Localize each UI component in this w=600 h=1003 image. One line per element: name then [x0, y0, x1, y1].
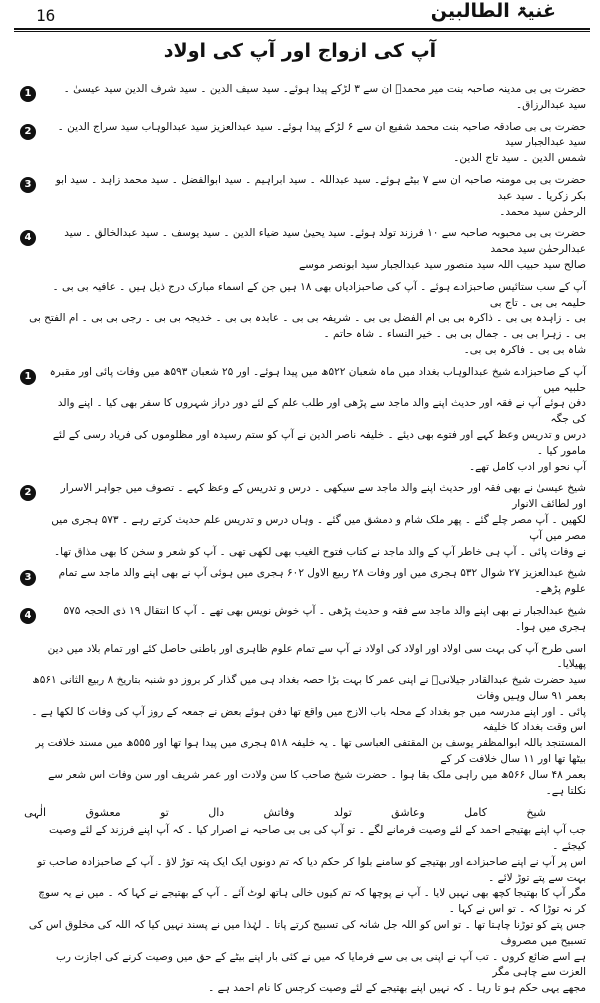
wife-entry-text: حضرت بی بی محبوبہ صاحبہ سے ۱۰ فرزند تولد ہوئے۔ سید یحییٰ سید ضیاء الدین ۔ سید یوسف ۔ سید عبدالخالق ۔ سید عبدالرحمٰن سید محمد [64, 227, 586, 256]
header-rule-thin [14, 31, 590, 32]
closing-paragraph [14, 642, 586, 800]
son-entry-text: درس و تدریس وعظ کہے اور فتوے بھی دیئے ۔ خلیفہ ناصر الدین نے آپ کو ستم رسیدہ اور مظلوموں کی فریاد رسی کے لئے مامور کیا ۔ [52, 428, 586, 457]
verse-word: تولد [333, 806, 352, 820]
paragraph-line: اسی طرح آپ کی بہت سی اولاد اور اولاد کی اولاد نے آپ سے تمام علوم ظاہری اور باطنی حاصل کئے اور تمام بلاد میں دین پھیلایا۔ [47, 642, 586, 671]
son-entry-text: شیخ عبدالجبار نے بھی اپنے والد ماجد سے فقہ و حدیث پڑھی ۔ آپ خوش نویس بھی تھے ۔ آپ کا انتقال ۱۹ ذی الحجہ ۵۷۵ ہجری میں ہوا۔ [63, 604, 586, 633]
book-title: غنیۃ الطالبین [430, 0, 556, 22]
paragraph-line: بی ۔ زاہدہ بی بی ۔ ذاکرہ بی بی ام الفضل بی بی ۔ شریفہ بی بی ۔ عابدہ بی بی ۔ خدیجہ بی بی ۔ رجی بی بی ۔ ام الفتح بی بی ۔ زہرا بی بی ۔ جمال بی بی ۔ خیر النساء ۔ شاہ حاتم ۔ [29, 312, 586, 341]
item-number-badge: 4 [20, 608, 36, 624]
verse-word: وعاشق [391, 806, 425, 820]
son-entry-text: آپ کے صاحبزادے شیخ عبدالوہاب بغداد میں ماہ شعبان ۵۲۲ھ میں پیدا ہوئے۔ اور ۲۵ شعبان ۵۹۳ھ میں وفات پائی اور مقبرہ حلبیہ میں [49, 365, 586, 394]
son-entry-text: لکھیں ۔ آپ مصر چلے گئے ۔ پھر ملک شام و دمشق میں گئے ۔ وہاں درس و تدریس علم حدیث کرتے رہے ۔ ۵۷۳ ہجری میں مصر میں آپ [51, 513, 586, 542]
son-entry-4 [14, 604, 586, 636]
son-entry-text: شیخ عیسیٰ نے بھی فقہ اور حدیث اپنے والد ماجد سے سیکھی ۔ درس و تدریس کے وعظ کہے ۔ تصوف میں جواہر الاسرار اور لطائف الانوار [60, 482, 586, 511]
verse-word: کامل [464, 806, 487, 820]
item-number-badge: 2 [20, 485, 36, 501]
paragraph-line: پائی ۔ اور اپنے مدرسہ میں جو بغداد کے محلہ باب الازج میں واقع تھا دفن ہوئے بعض نے جمعہ کے روز آپ کی وفات کا لکھا ہے ۔ اس وقت بغداد کا خلیفہ [31, 705, 586, 734]
verse-word: الٰہی [24, 806, 47, 820]
paragraph-line: سید حضرت شیخ عبدالقادر جیلانیؒ نے اپنی عمر کا بہت بڑا حصہ بغداد ہی میں گذار کر بروز دو شنبہ بتاریخ ۸ ربیع الثانی ۵۶۱ھ بعمر ۹۱ سال وہیں وفات [32, 674, 586, 702]
paragraph-line: مگر آپ کا بھتیجا کچھ بھی نہیں لایا ۔ آپ نے پوچھا کہ تم کیوں خالی ہاتھ لوٹ آئے ۔ آپ کے بھتیجے نے کہا کہ ۔ میں نے یہ سوچ کر نہ توڑا کہ ۔ تو اس نے کہا ۔ [38, 887, 586, 916]
son-entry-3 [14, 566, 586, 598]
page-number: 16 [36, 6, 56, 25]
item-number-badge: 3 [20, 177, 36, 193]
verse-word: وفاتش [263, 806, 295, 820]
chapter-title: آپ کی ازواج اور آپ کی اولاد [163, 40, 437, 62]
wife-entry-1 [14, 82, 586, 114]
daughters-paragraph [14, 280, 586, 359]
son-entry-text: دفن ہوئے آپ نے فقہ اور حدیث اپنے والد ماجد سے پڑھی اور طلب علم کے لئے دور دراز شہروں کا سفر بھی کیا ۔ اپنے والد کی جگہ [57, 397, 586, 426]
verse-line [14, 805, 586, 821]
paragraph-line: المستنجد باللہ ابوالمظفر یوسف بن المقتفی العباسی تھا ۔ یہ خلیفہ ۵۱۸ ہجری میں پیدا ہوا تھا اور ۵۵۵ھ میں مسند خلافت پر بیٹھا تھا اور ۱۱ سال خلافت کر کے [35, 737, 586, 766]
wife-entry-2 [14, 120, 586, 167]
item-number-badge: 3 [20, 570, 36, 586]
paragraph-line: مجھے یہی حکم ہو تا رہا ۔ کہ نہیں اپنے بھتیجے کے لئے وصیت کرجس کا نام احمد ہے ۔ [208, 982, 586, 995]
verse-word: دال [208, 806, 225, 820]
item-number-badge: 1 [20, 369, 36, 385]
paragraph-line: جب آپ اپنے بھتیجے احمد کے لئے وصیت فرمانے لگے ۔ تو آپ کی بی بی صاحبہ نے اصرار کیا ۔ کہ آپ اپنے فرزند کے لئے وصیت کیجئے ۔ [49, 824, 586, 853]
son-entry-text: نے وفات پائی ۔ آپ ہی خاطر آپ کے والد ماجد نے کتاب فتوح الغیب بھی لکھی تھی ۔ آپ کو شعر و سخن کا بھی مذاق تھا۔ [53, 545, 586, 558]
son-entry-2 [14, 481, 586, 560]
paragraph-line: بعمر ۴۸ سال ۵۶۶ھ میں راہی ملک بقا ہوا ۔ حضرت شیخ صاحب کا سن ولادت اور عمر شریف اور سن وفات اس شعر سے نکلتا ہے۔ [48, 768, 586, 797]
wife-entry-text: صالح سید حبیب اللہ سید منصور سید عبدالجبار سید ابونصر موسے [298, 258, 586, 271]
wife-entry-text: حضرت بی بی مدینہ صاحبہ بنت میر محمدؒ ان سے ۳ لڑکے پیدا ہوئے۔ سید سیف الدین ۔ سید شرف الدین سید عیسیٰ ۔ سید عبدالرزاق۔ [63, 83, 586, 111]
item-number-badge: 2 [20, 124, 36, 140]
wife-entry-text: حضرت بی بی مومنہ صاحبہ ان سے ۷ بیٹے ہوئے۔ سید عبداللہ ۔ سید ابراہیم ۔ سید ابوالفضل ۔ سید محمد زاہد ۔ سید ابو بکر زکریا ۔ سید عبد [55, 173, 586, 202]
document-body [14, 82, 586, 1003]
son-entry-1 [14, 365, 586, 476]
verse-word: تو [160, 806, 169, 820]
paragraph-line: ہے اسے ضائع کروں ۔ تب آپ نے اپنی بی بی سے فرمایا کہ میں نے کئی بار اپنے بیٹے کے حق میں وصیت کرنے کی اجازت رب العزت سے چاہی مگر [55, 950, 586, 979]
wife-entry-text: شمس الدین ۔ سید تاج الدین۔ [453, 152, 586, 165]
ending-paragraph [14, 823, 586, 997]
paragraph-line: آپ کے سب ستائیس صاحبزادے ہوئے ۔ آپ کی صاحبزادیاں بھی ۱۸ ہیں جن کے اسماء مبارک درج ذیل ہیں ۔ عافیہ بی بی ۔ حلیمہ بی بی ۔ تاج بی [52, 280, 586, 309]
verse-word: شیخ [526, 806, 546, 820]
son-entry-text: آپ نحو اور ادب کامل تھے۔ [469, 460, 586, 473]
item-number-badge: 4 [20, 230, 36, 246]
wife-entry-4 [14, 226, 586, 273]
header-rule [14, 28, 590, 30]
wife-entry-text: حضرت بی بی صادقہ صاحبہ بنت محمد شفیع ان سے ۶ لڑکے پیدا ہوئے۔ سید عبدالعزیز سید عبدالوہاب سید سراج الدین ۔ سید عبدالجبار سید [57, 120, 586, 149]
paragraph-line: جس پتے کو توڑنا چاہتا تھا ۔ تو اس کو اللہ جل شانہ کی تسبیح کرتے پاتا ۔ لہٰذا میں نے پسند نہیں کیا کہ اللہ کی مخلوق اس کی تسبیح میں مصروف [28, 919, 586, 947]
verse-word: معشوق [85, 806, 121, 820]
son-entry-text: شیخ عبدالعزیز ۲۷ شوال ۵۳۲ ہجری میں اور وفات ۲۸ ربیع الاول ۶۰۲ ہجری میں ہوئی آپ نے بھی اپنے والد ماجد سے تمام علوم پڑھے۔ [58, 567, 586, 596]
paragraph-line: اس پر آپ نے اپنے صاحبزادے اور بھتیجے کو سامنے بلوا کر حکم دیا کہ تم دونوں ایک ایک پتہ توڑ لاؤ ۔ آپ کے صاحبزادہ صاحب تو بہت سے پتے توڑ لائے ۔ [37, 855, 586, 884]
wife-entry-3 [14, 173, 586, 220]
item-number-badge: 1 [20, 86, 36, 102]
paragraph-line: شاہ بی بی ۔ فاکرہ بی بی۔ [463, 343, 586, 356]
wife-entry-text: الرحمٰن سید محمد۔ [499, 205, 586, 218]
